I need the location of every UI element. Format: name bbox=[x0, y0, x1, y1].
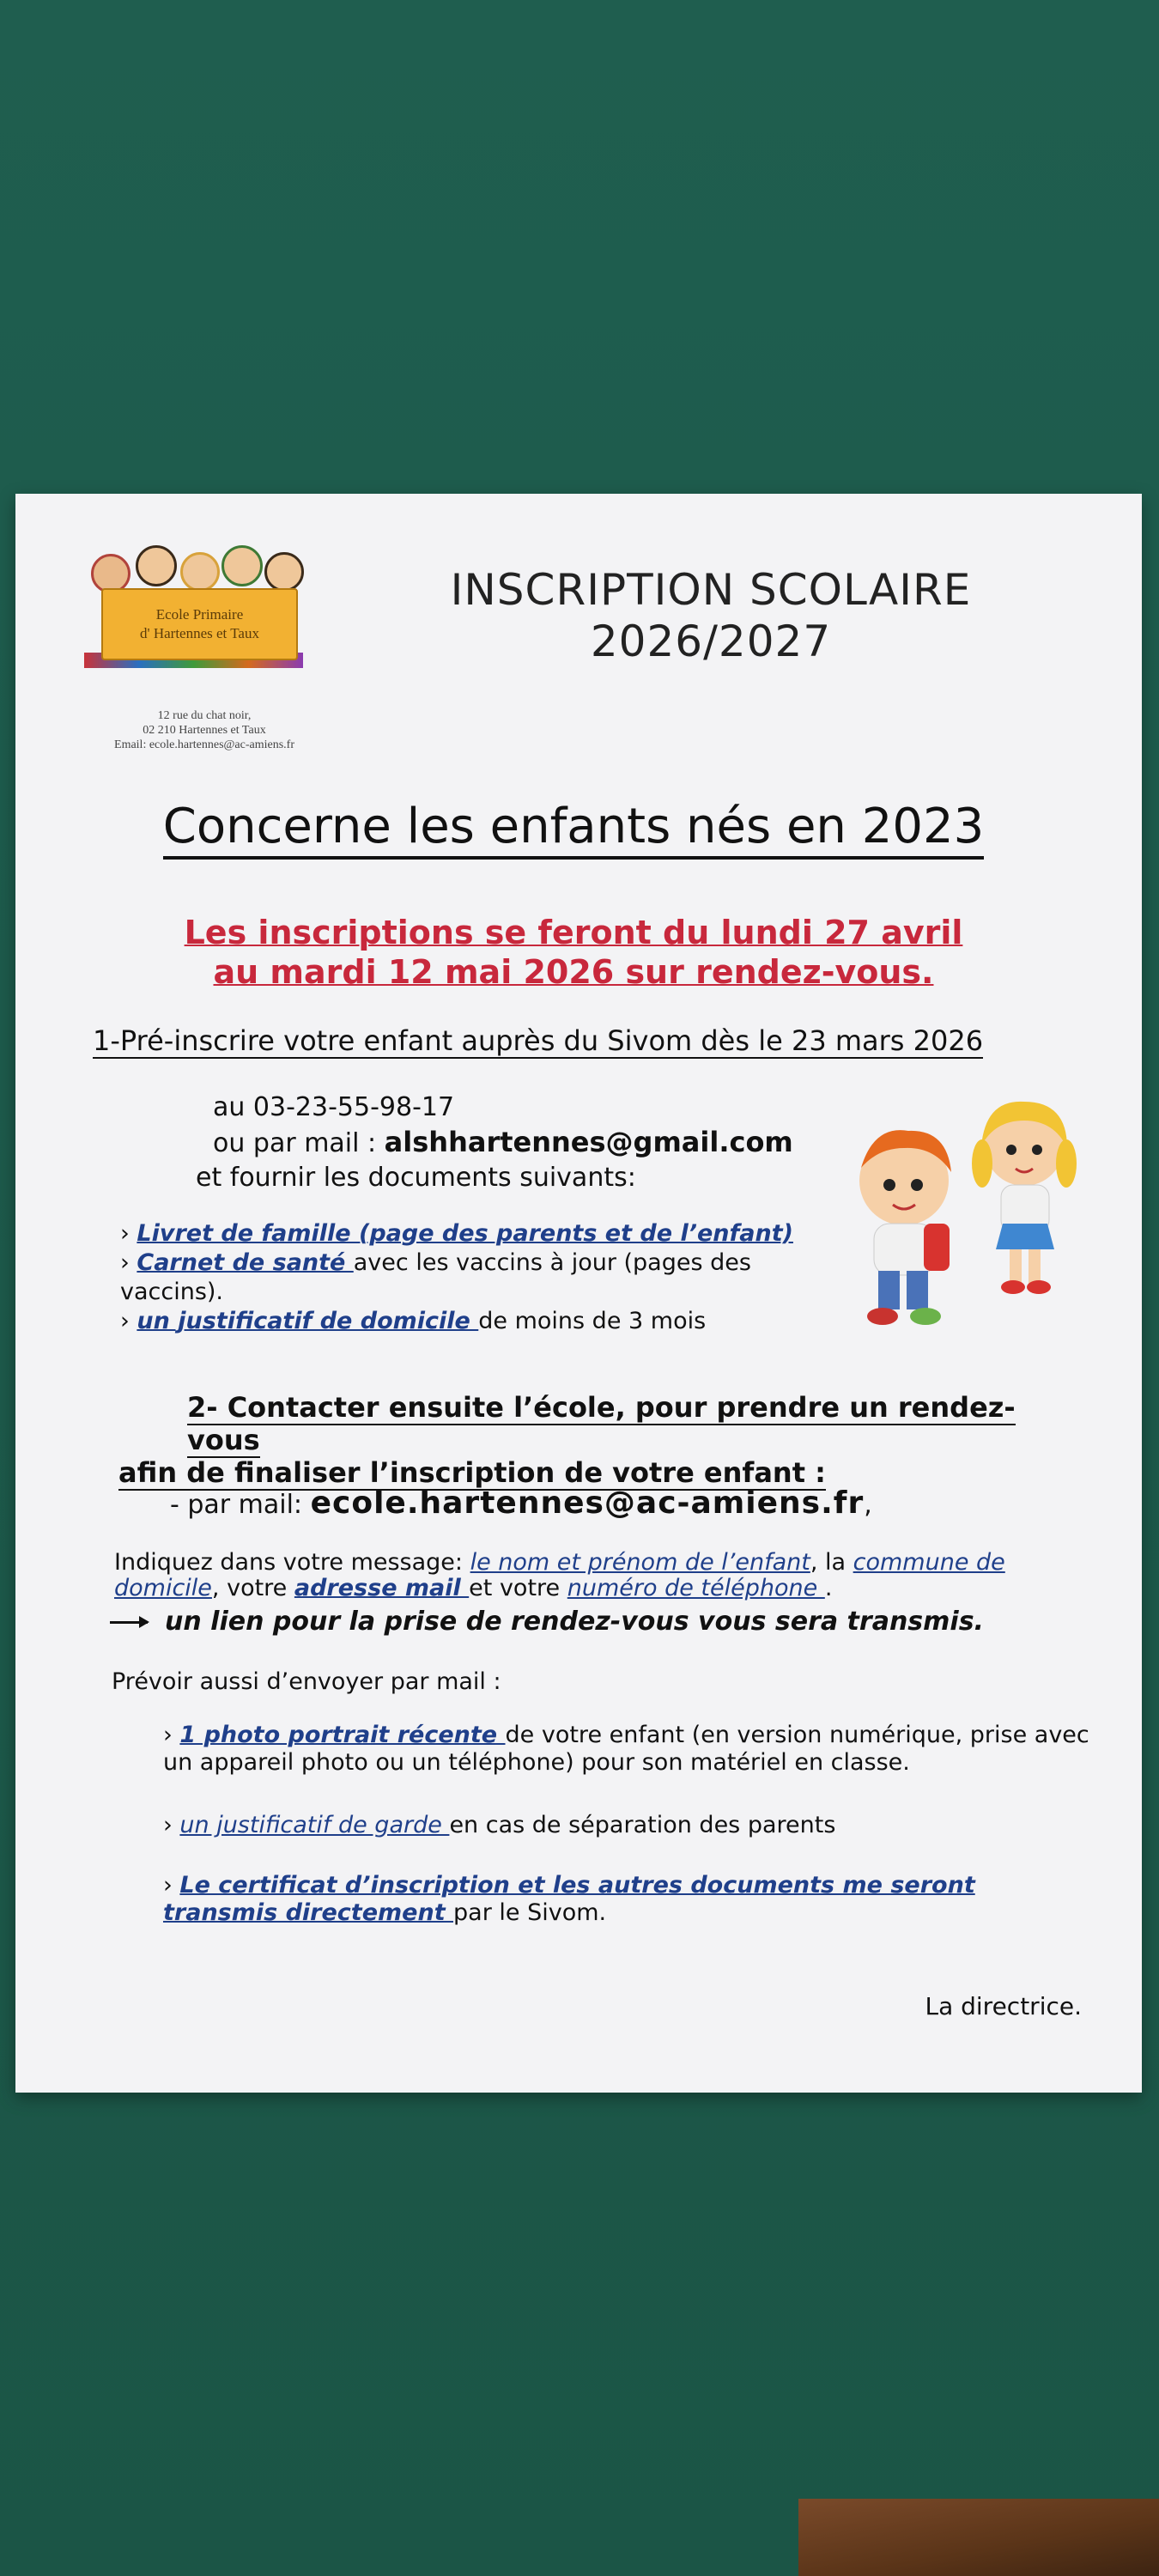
headline bbox=[15, 799, 1132, 854]
message-instructions bbox=[114, 1550, 1076, 1601]
step-2-line-2: afin de finaliser l’inscription de votre enfant bbox=[118, 1456, 816, 1489]
appointment-link-note bbox=[110, 1607, 1080, 1637]
signature: La directrice. bbox=[925, 1992, 1082, 2020]
logo-line-2: d' Hartennes et Taux bbox=[140, 625, 259, 641]
step-2-heading bbox=[118, 1391, 1080, 1489]
message-prefix: Indiquez dans votre message: bbox=[114, 1549, 470, 1576]
children-illustration bbox=[822, 1095, 1089, 1335]
message-sep-1: , la bbox=[810, 1549, 853, 1576]
registration-flyer bbox=[15, 494, 1142, 2093]
message-sep-3: et votre bbox=[469, 1575, 567, 1601]
step-2-colon: : bbox=[815, 1456, 826, 1489]
docs-intro: et fournir les documents suivants: bbox=[196, 1163, 636, 1193]
message-adresse-mail: adresse mail bbox=[294, 1575, 470, 1601]
doc-livret-famille: Livret de famille (page des parents et de l’enfant) bbox=[137, 1220, 793, 1247]
also-send-heading: Prévoir aussi d’envoyer par mail : bbox=[112, 1668, 501, 1695]
required-documents bbox=[120, 1219, 824, 1336]
right-arrow-icon bbox=[110, 1621, 148, 1624]
dates-line-1: Les inscriptions se feront du lundi 27 avril bbox=[184, 914, 963, 951]
bullet-photo-link: 1 photo portrait récente bbox=[179, 1722, 506, 1748]
dates-line-2: au mardi 12 mai 2026 sur rendez-vous. bbox=[213, 953, 934, 991]
doc-item: › Livret de famille (page des parents et de l’enfant) bbox=[120, 1220, 793, 1247]
message-telephone: numéro de téléphone bbox=[567, 1575, 825, 1601]
school-name-plaque bbox=[101, 588, 298, 660]
sivom-mail-line bbox=[213, 1125, 848, 1161]
appointment-link-text: un lien pour la prise de rendez-vous vous sera transmis. bbox=[165, 1607, 984, 1637]
school-address bbox=[67, 708, 342, 752]
school-mail-line bbox=[170, 1485, 1029, 1521]
bullet-photo: › 1 photo portrait récente de votre enfant (en version numérique, prise avec un appareil photo ou un téléphone) pour son matériel en classe. bbox=[163, 1722, 1089, 1776]
sivom-mail: alshhartennes@gmail.com bbox=[384, 1126, 793, 1158]
doc-carnet-sante: Carnet de santé bbox=[137, 1249, 354, 1276]
school-mail-prefix: - par mail: bbox=[170, 1490, 311, 1520]
step-1-heading bbox=[93, 1024, 1106, 1057]
registration-dates bbox=[15, 913, 1132, 992]
doc-item: › Carnet de santé avec les vaccins à jour (pages des vaccins). bbox=[120, 1249, 751, 1305]
title-line-2: 2026/2027 bbox=[590, 617, 832, 666]
logo-line-1: Ecole Primaire bbox=[155, 606, 244, 623]
page-title bbox=[376, 564, 1046, 667]
step-2-line-1: 2- Contacter ensuite l’école, pour prendre un rendez-vous bbox=[187, 1391, 1016, 1456]
bullet-certificat: › Le certificat d’inscription et les autres documents me seront transmis directement par le Sivom. bbox=[163, 1872, 975, 1926]
bullet-certificat-detail: par le Sivom. bbox=[453, 1899, 607, 1926]
school-mail-suffix: , bbox=[864, 1490, 872, 1520]
message-commune: commune de domicile bbox=[114, 1549, 1005, 1601]
doc-carnet-sante-detail: avec les vaccins à jour (pages des vaccins). bbox=[120, 1249, 751, 1305]
wooden-floor-corner bbox=[798, 2499, 1159, 2576]
message-nom-prenom: le nom et prénom de l’enfant bbox=[470, 1549, 810, 1576]
sivom-phone: au 03-23-55-98-17 bbox=[213, 1092, 455, 1122]
title-line-1: INSCRIPTION SCOLAIRE bbox=[450, 565, 972, 615]
school-logo bbox=[76, 545, 316, 683]
doc-justificatif-domicile-detail: de moins de 3 mois bbox=[478, 1308, 707, 1334]
bullet-garde-detail: en cas de séparation des parents bbox=[449, 1812, 836, 1838]
bullet-photo-detail: de votre enfant (en version numérique, prise avec un appareil photo ou un téléphone) pour son matériel en classe. bbox=[163, 1722, 1089, 1776]
bullet-garde: › un justificatif de garde en cas de séparation des parents bbox=[163, 1812, 836, 1838]
sivom-contact bbox=[196, 1091, 848, 1195]
address-city: 02 210 Hartennes et Taux bbox=[143, 724, 266, 737]
sivom-mail-prefix: ou par mail : bbox=[213, 1128, 385, 1158]
message-sep-2: , votre bbox=[211, 1575, 294, 1601]
doc-justificatif-domicile: un justificatif de domicile bbox=[137, 1308, 479, 1334]
step-1-text: 1-Pré-inscrire votre enfant auprès du Sivom dès le 23 mars 2026 bbox=[93, 1024, 984, 1057]
message-dot: . bbox=[824, 1575, 833, 1601]
headline-text: Concerne les enfants nés en 2023 bbox=[163, 799, 984, 860]
address-street: 12 rue du chat noir, bbox=[157, 709, 252, 722]
doc-item: › un justificatif de domicile de moins de 3 mois bbox=[120, 1308, 707, 1334]
school-mail-address: ecole.hartennes@ac-amiens.fr bbox=[310, 1485, 865, 1521]
bullet-garde-link: un justificatif de garde bbox=[179, 1812, 450, 1838]
address-email: Email: ecole.hartennes@ac-amiens.fr bbox=[114, 738, 294, 751]
bullet-certificat-link: Le certificat d’inscription et les autres documents me seront transmis directement bbox=[163, 1872, 975, 1926]
